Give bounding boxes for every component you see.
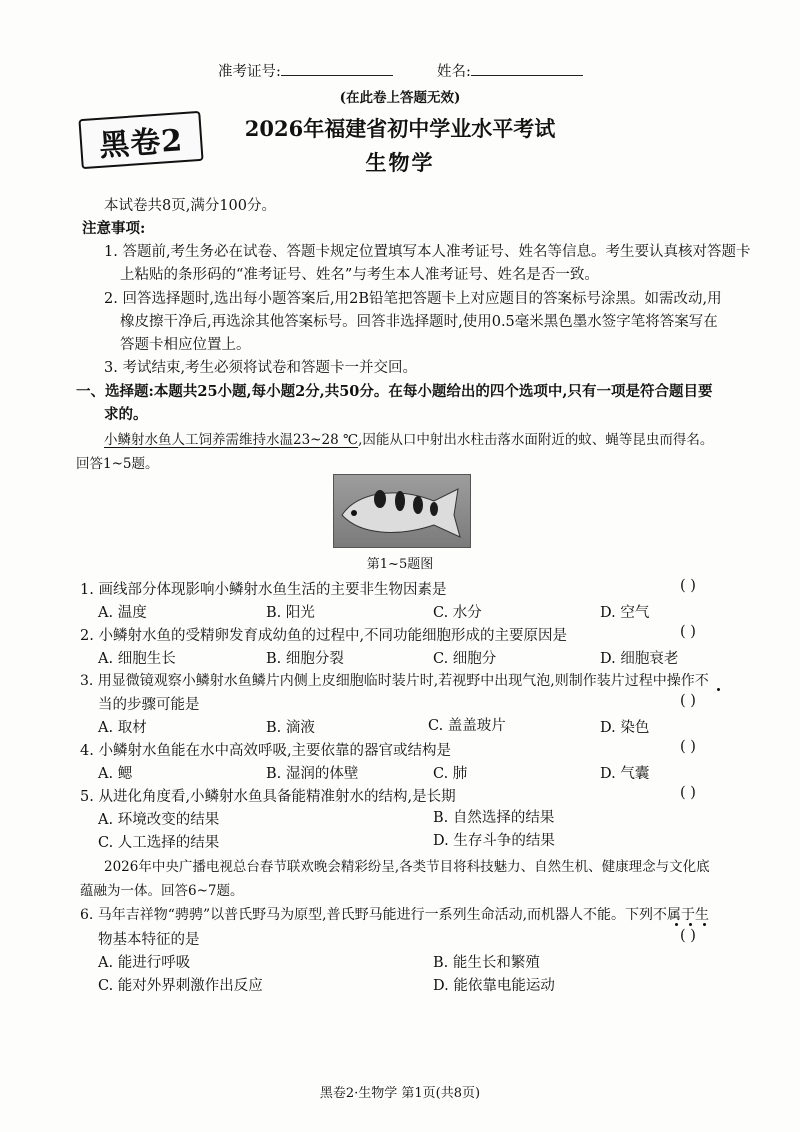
note-1-line-1: 1. 答题前,考生务必在试卷、答题卡规定位置填写本人准考证号、姓名等信息。考生要认真核对答题卡 — [104, 244, 751, 260]
emphasis-dot — [675, 923, 678, 926]
q4-option-a: A. 鳃 — [98, 766, 133, 782]
answer-paren-1: ( ) — [680, 578, 696, 594]
answer-paren-4: ( ) — [680, 739, 696, 755]
subject-title: 生物学 — [365, 150, 435, 175]
q6-option-c: C. 能对外界刺激作出反应 — [98, 978, 263, 994]
question-3-stem-line-1: 3. 用显微镜观察小鳞射水鱼鳞片内侧上皮细胞临时装片时,若视野中出现气泡,则制作装片过程中操作不 — [80, 673, 709, 689]
black-paper-stamp: 黑卷2 — [78, 111, 203, 169]
passage-1-underlined: 小鳞射水鱼人工饲养需维持水温23~28 ℃ — [104, 432, 359, 448]
paper-intro: 本试卷共8页,满分100分。 — [104, 198, 277, 214]
question-2-stem: 2. 小鳞射水鱼的受精卵发育成幼鱼的过程中,不同功能细胞形成的主要原因是 — [80, 628, 568, 644]
q3-option-a: A. 取材 — [98, 720, 147, 736]
passage-1-line-2: 回答1~5题。 — [76, 456, 159, 472]
passage-1-line-1 — [104, 428, 713, 448]
q6-option-d: D. 能依靠电能运动 — [433, 978, 555, 994]
passage-1-rest: ,因能从口中射出水柱击落水面附近的蚊、蝇等昆虫而得名。 — [358, 432, 714, 448]
q3-option-d: D. 染色 — [600, 720, 650, 736]
question-5-stem: 5. 从进化角度看,小鳞射水鱼具备能精准射水的结构,是长期 — [80, 789, 456, 805]
note-1-line-2: 上粘贴的条形码的“准考证号、姓名”与考生本人准考证号、姓名是否一致。 — [120, 267, 599, 283]
q1-option-a: A. 温度 — [98, 605, 147, 621]
note-2-line-3: 答题卡相应位置上。 — [120, 337, 251, 353]
note-3: 3. 考试结束,考生必须将试卷和答题卡一并交回。 — [104, 360, 418, 376]
answer-paren-6: ( ) — [680, 928, 696, 944]
exam-title: 2026年福建省初中学业水平考试 — [244, 116, 556, 141]
q2-option-b: B. 细胞分裂 — [266, 651, 344, 667]
emphasis-dot — [717, 688, 720, 691]
q2-option-c: C. 细胞分 — [433, 651, 497, 667]
question-4-stem: 4. 小鳞射水鱼能在水中高效呼吸,主要依靠的器官或结构是 — [80, 743, 452, 759]
notes-heading: 注意事项: — [82, 220, 146, 237]
name-label: 姓名: — [437, 64, 471, 80]
answer-invalid-notice: (在此卷上答题无效) — [339, 90, 461, 106]
emphasis-dot — [689, 923, 692, 926]
exam-id-label: 准考证号: — [218, 64, 281, 80]
passage-2-line-2: 蕴融为一体。回答6~7题。 — [80, 883, 244, 899]
note-2-line-2: 橡皮擦干净后,再选涂其他答案标号。回答非选择题时,使用0.5毫米黑色墨水签字笔将答案写在 — [120, 314, 718, 330]
q1-option-d: D. 空气 — [600, 605, 650, 621]
q6-option-b: B. 能生长和繁殖 — [433, 955, 540, 971]
note-2-line-1: 2. 回答选择题时,选出每小题答案后,用2B铅笔把答题卡上对应题目的答案标号涂黑。如需改动,用 — [104, 291, 722, 307]
name-blank — [471, 61, 583, 76]
q5-option-d: D. 生存斗争的结果 — [433, 833, 555, 849]
section-1-heading-line-2: 求的。 — [104, 406, 148, 423]
emphasis-dot — [703, 923, 706, 926]
question-3-stem-line-2: 当的步骤可能是 — [98, 697, 200, 713]
answer-paren-3: ( ) — [680, 693, 696, 709]
q4-option-c: C. 肺 — [433, 766, 468, 782]
q4-option-d: D. 气囊 — [600, 766, 650, 782]
q3-option-b: B. 滴液 — [266, 720, 315, 736]
archerfish-photo — [333, 474, 471, 548]
q3-option-c: C. 盖盖玻片 — [428, 718, 506, 734]
q5-option-a: A. 环境改变的结果 — [98, 812, 220, 828]
figure-caption: 第1~5题图 — [366, 557, 434, 572]
question-1-stem: 1. 画线部分体现影响小鳞射水鱼生活的主要非生物因素是 — [80, 582, 447, 598]
name-field — [437, 60, 583, 81]
section-1-heading-line-1: 一、选择题:本题共25小题,每小题2分,共50分。在每小题给出的四个选项中,只有一项是符合题目要 — [76, 383, 713, 400]
page-footer: 黑卷2·生物学 第1页(共8页) — [319, 1086, 481, 1101]
q2-option-d: D. 细胞衰老 — [600, 651, 679, 667]
q4-option-b: B. 湿润的体壁 — [266, 766, 359, 782]
answer-paren-2: ( ) — [680, 624, 696, 640]
q5-option-b: B. 自然选择的结果 — [433, 810, 555, 826]
q1-option-c: C. 水分 — [433, 605, 482, 621]
answer-paren-5: ( ) — [680, 785, 696, 801]
q6-option-a: A. 能进行呼吸 — [98, 955, 191, 971]
question-6-stem-line-1: 6. 马年吉祥物“骋骋”以普氏野马为原型,普氏野马能进行一系列生命活动,而机器人不能。下列不属于生 — [80, 907, 710, 923]
q1-option-b: B. 阳光 — [266, 605, 315, 621]
q2-option-a: A. 细胞生长 — [98, 651, 176, 667]
passage-2-line-1: 2026年中央广播电视总台春节联欢晚会精彩纷呈,各类节目将科技魅力、自然生机、健康理念与文化底 — [104, 859, 710, 875]
q5-option-c: C. 人工选择的结果 — [98, 835, 220, 851]
exam-id-field — [218, 60, 393, 81]
exam-id-blank — [281, 61, 393, 76]
question-6-stem-line-2: 物基本特征的是 — [98, 932, 200, 948]
